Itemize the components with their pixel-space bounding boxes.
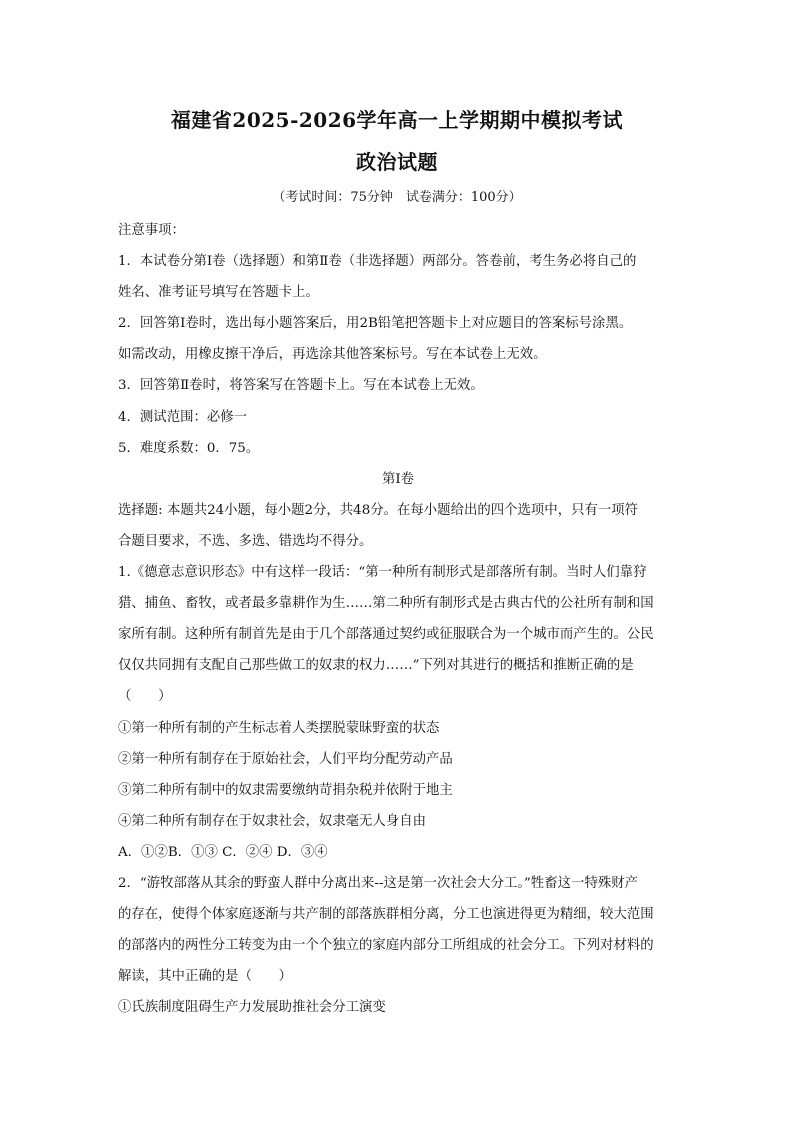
exam-info: （考试时间：75分钟 试卷满分：100分） xyxy=(272,190,522,205)
question-1-statement: ②第一种所有制存在于原始社会，人们平均分配劳动产品 xyxy=(118,751,453,767)
note-line: 4．测试范围：必修一 xyxy=(118,409,248,425)
section-instruction: 选择题: 本题共24小题，每小题2分，共48分。在每小题给出的四个选项中，只有一项符 xyxy=(118,502,639,518)
question-1-options: A．①②B．①③ C．②④ D．③④ xyxy=(118,844,328,860)
question-2-line: 的部落内的两性分工转变为由一个个独立的家庭内部分工所组成的社会分工。下列对材料的 xyxy=(118,938,654,954)
question-1-line: 家所有制。这种所有制首先是由于几个部落通过契约或征服联合为一个城市而产生的。公民 xyxy=(118,627,654,643)
section-title: 第Ⅰ卷 xyxy=(381,471,415,487)
note-line: 如需改动，用橡皮擦干净后，再选涂其他答案标号。写在本试卷上无效。 xyxy=(118,347,547,363)
note-line: 姓名、准考证号填写在答题卡上。 xyxy=(118,285,319,301)
question-2-line: 2．“游牧部落从其余的野蛮人群中分离出来--这是第一次社会大分工。”牲畜这一特殊财产 xyxy=(118,875,639,891)
question-2-statement: ①氏族制度阻碍生产力发展助推社会分工演变 xyxy=(118,1000,386,1016)
exam-content xyxy=(118,215,678,1023)
note-line: 2．回答第Ⅰ卷时，选出每小题答案后，用2B铅笔把答题卡上对应题目的答案标号涂黑。 xyxy=(118,316,633,332)
question-1-line: （ ） xyxy=(118,689,172,705)
question-1-line: 1.《德意志意识形态》中有这样一段话：“第一种所有制形式是部落所有制。当时人们靠狩 xyxy=(118,565,647,581)
question-1-statement: ①第一种所有制的产生标志着人类摆脱蒙昧野蛮的状态 xyxy=(118,720,440,736)
section-instruction: 合题目要求，不选、多选、错选均不得分。 xyxy=(118,533,373,549)
question-2-line: 解读，其中正确的是（ ） xyxy=(118,969,293,985)
exam-subtitle: 政治试题 xyxy=(356,150,438,174)
note-line: 3．回答第Ⅱ卷时，将答案写在答题卡上。写在本试卷上无效。 xyxy=(118,378,484,394)
question-1-statement: ③第二种所有制中的奴隶需要缴纳苛捐杂税并依附于地主 xyxy=(118,782,453,798)
exam-title: 福建省2025-2026学年高一上学期期中模拟考试 xyxy=(170,108,624,132)
question-2-line: 的存在，使得个体家庭逐渐与共产制的部落族群相分离，分工也演进得更为精细，较大范围 xyxy=(118,907,654,923)
note-line: 5．难度系数：0．75。 xyxy=(118,440,260,456)
note-line: 1．本试卷分第Ⅰ卷（选择题）和第Ⅱ卷（非选择题）两部分。答卷前，考生务必将自己的 xyxy=(118,254,637,270)
question-1-statement: ④第二种所有制存在于奴隶社会，奴隶毫无人身自由 xyxy=(118,813,426,829)
question-1-line: 仅仅共同拥有支配自己那些做工的奴隶的权力……”下列对其进行的概括和推断正确的是 xyxy=(118,658,634,674)
question-1-line: 猎、捕鱼、畜牧，或者最多靠耕作为生……第二种所有制形式是古典古代的公社所有制和国 xyxy=(118,596,654,612)
notes-heading: 注意事项： xyxy=(118,223,185,238)
